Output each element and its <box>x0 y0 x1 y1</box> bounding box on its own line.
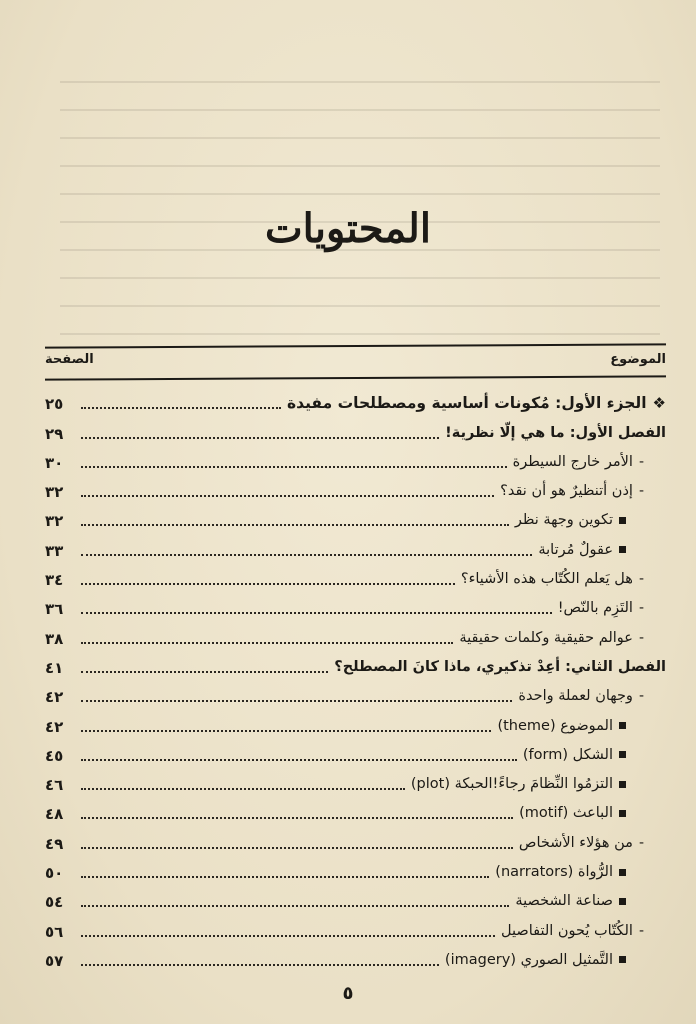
dot-leader <box>81 964 439 966</box>
toc-entry-text: صناعة الشخصية <box>515 893 613 910</box>
square-bullet-icon <box>619 722 626 729</box>
toc-entry-page: ٣٢ <box>45 512 64 531</box>
toc-entry <box>45 826 666 855</box>
dash-bullet: - <box>638 688 644 705</box>
dot-leader <box>81 905 509 907</box>
toc-entry <box>45 914 666 943</box>
toc-entry-text: من هؤلاء الأشخاص <box>518 834 633 851</box>
dot-leader <box>81 495 494 497</box>
toc-entry <box>45 709 666 738</box>
dot-leader <box>81 788 405 790</box>
toc-entry-label <box>501 921 644 944</box>
toc-entry-text: الجزء الأول: مُكونات أساسية ومصطلحات مفيدة <box>286 394 647 413</box>
dash-bullet: - <box>638 922 644 939</box>
dot-leader <box>81 583 455 585</box>
toc-entry-page: ٤٦ <box>45 776 64 795</box>
toc-entry-label <box>515 891 626 914</box>
square-bullet-icon <box>619 869 626 876</box>
toc-entry-page: ٤٢ <box>45 688 64 707</box>
toc-entry <box>45 533 666 562</box>
toc-entry-text: التزمُوا النِّظامَ رجاءً!الحبكة (plot) <box>410 776 613 793</box>
toc-entry-label <box>497 716 626 739</box>
toc-entry-label <box>411 774 626 797</box>
toc-entry-text: الباعث (motif) <box>519 805 613 822</box>
dot-leader <box>81 700 512 702</box>
dot-leader <box>81 554 532 556</box>
toc-entry-label <box>334 657 666 680</box>
toc-entry <box>45 739 666 768</box>
toc-entry <box>45 651 666 680</box>
dash-bullet: - <box>638 483 644 500</box>
toc-entry-label <box>519 833 644 856</box>
square-bullet-icon <box>619 517 626 524</box>
dot-leader <box>81 407 281 409</box>
toc-entry-page: ٤٨ <box>45 805 64 824</box>
table-of-contents <box>45 387 666 973</box>
toc-entry-page: ٣٦ <box>45 600 64 619</box>
dash-bullet: - <box>638 629 644 646</box>
toc-entry-text: الرُّواة (narrators) <box>495 864 613 881</box>
toc-entry-label <box>459 628 644 651</box>
toc-entry <box>45 621 666 650</box>
dot-leader <box>81 730 491 732</box>
toc-entry-page: ٣٣ <box>45 541 64 560</box>
toc-entry-page: ٤٢ <box>45 717 64 736</box>
toc-entry-text: الفصل الأول: ما هي إلّا نظرية! <box>445 424 666 441</box>
toc-entry-label <box>461 569 644 592</box>
dot-leader <box>81 935 495 937</box>
toc-entry-label <box>519 803 626 826</box>
dash-bullet: - <box>638 453 644 470</box>
toc-entry-text: التَّمثيل الصوري (imagery) <box>444 951 613 968</box>
diamond-star-icon: ❖ <box>652 394 666 413</box>
toc-entry-text: عقولٌ مُرتابة <box>538 541 613 558</box>
toc-entry-text: عوالم حقيقية وكلمات حقيقية <box>459 629 633 646</box>
dot-leader <box>81 524 509 526</box>
toc-entry-text: التَزِم بالنّص! <box>557 600 633 617</box>
toc-entry <box>45 563 666 592</box>
toc-entry-page: ٣٤ <box>45 571 64 590</box>
toc-entry <box>45 416 666 445</box>
toc-entry-text: تكوين وجهة نظر <box>514 512 613 529</box>
toc-entry-page: ٣٢ <box>45 483 64 502</box>
toc-entry-label <box>445 950 626 973</box>
column-header-topic: الموضوع <box>610 352 666 367</box>
square-bullet-icon <box>619 546 626 553</box>
dot-leader <box>81 817 513 819</box>
column-header-page: الصفحة <box>45 352 94 367</box>
dot-leader <box>81 876 489 878</box>
toc-entry-text: الموضوع (theme) <box>497 717 613 734</box>
toc-entry-label <box>538 540 626 563</box>
square-bullet-icon <box>619 810 626 817</box>
dot-leader <box>81 466 507 468</box>
page-number: ٥ <box>342 983 354 1004</box>
toc-entry-label <box>500 481 644 504</box>
toc-entry-text: هل يَعلم الكُتّاب هذه الأشياء؟ <box>460 571 633 588</box>
toc-entry <box>45 475 666 504</box>
dot-leader <box>81 671 328 673</box>
toc-entry-label <box>445 423 666 446</box>
toc-entry-label <box>287 393 666 416</box>
toc-entry <box>45 797 666 826</box>
toc-entry <box>45 856 666 885</box>
toc-entry-page: ٢٩ <box>45 424 64 443</box>
toc-entry-label <box>513 452 644 475</box>
dash-bullet: - <box>638 834 644 851</box>
toc-entry-page: ٣٨ <box>45 629 64 648</box>
toc-entry-page: ٣٠ <box>45 453 64 472</box>
toc-entry-page: ٥٠ <box>45 864 64 883</box>
toc-entry-text: وجهان لعملة واحدة <box>518 688 633 705</box>
dash-bullet: - <box>638 571 644 588</box>
square-bullet-icon <box>619 898 626 905</box>
toc-entry <box>45 944 666 973</box>
dot-leader <box>81 437 439 439</box>
toc-entry-text: الشكل (form) <box>522 746 613 763</box>
square-bullet-icon <box>619 956 626 963</box>
toc-entry-page: ٢٥ <box>45 395 64 414</box>
dot-leader <box>81 759 517 761</box>
toc-entry-page: ٥٧ <box>45 951 64 970</box>
toc-entry <box>45 592 666 621</box>
toc-entry-label <box>515 510 626 533</box>
square-bullet-icon <box>619 781 626 788</box>
square-bullet-icon <box>619 751 626 758</box>
toc-entry-page: ٤١ <box>45 658 64 677</box>
toc-entry-text: الكُتّاب يُحون التفاصيل <box>501 922 633 939</box>
toc-entry <box>45 768 666 797</box>
toc-entry <box>45 387 666 416</box>
toc-entry-text: الفصل الثاني: أعِدْ تذكيري، ماذا كانَ المصطلح؟ <box>334 658 666 675</box>
dot-leader <box>81 642 453 644</box>
toc-entry <box>45 680 666 709</box>
dash-bullet: - <box>638 600 644 617</box>
toc-entry-page: ٥٦ <box>45 922 64 941</box>
toc-entry-page: ٤٩ <box>45 834 64 853</box>
toc-entry-label <box>523 745 626 768</box>
toc-entry-text: إذن أتنظيرٌ هو أن نقد؟ <box>500 483 633 500</box>
toc-entry-text: الأمر خارج السيطرة <box>512 453 633 470</box>
toc-entry-page: ٤٥ <box>45 746 64 765</box>
toc-entry-label <box>518 686 644 709</box>
toc-entry <box>45 446 666 475</box>
toc-entry-label <box>495 862 626 885</box>
toc-entry <box>45 504 666 533</box>
toc-entry <box>45 885 666 914</box>
toc-entry-page: ٥٤ <box>45 893 64 912</box>
dot-leader <box>81 847 513 849</box>
page-title: المحتويات <box>265 205 431 252</box>
toc-entry-label <box>558 598 644 621</box>
dot-leader <box>81 612 552 614</box>
